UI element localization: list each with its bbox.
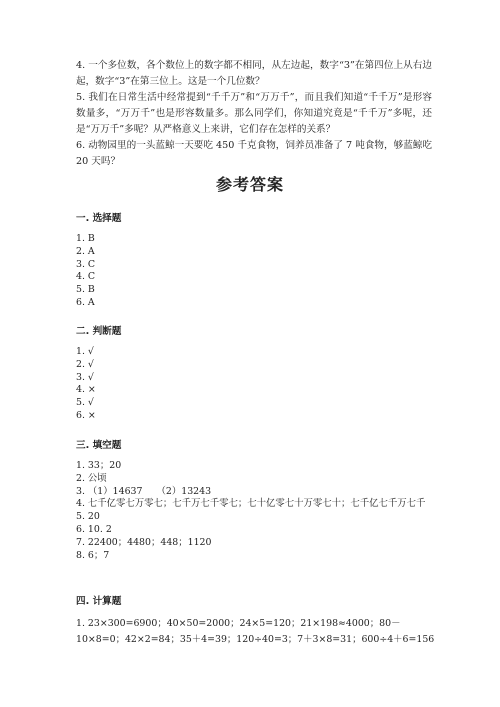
question-5: 5. 我们在日常生活中经常提到“千千万”和“万万千”，而且我们知道“千千万”是形容数量多，“万万千”也是形容数量多。那么同学们，你知道究竟是“千千万”多呢，还是“万万千”多呢？从严格意义上来讲，它们存在怎样的关系？ (76, 92, 432, 135)
answer-item: 3. √ (76, 371, 94, 383)
answer-item: 1. 23×300=6900；40×50=2000；24×5=120；21×198≈4000；80－10×8=0；42×2=84；35＋4=39；120÷40=3；7＋3×8=31；600÷4＋6=156 (76, 618, 435, 645)
question-4: 4. 一个多位数，各个数位上的数字都不相同，从左边起，数字“3”在第四位上从右边起，数字“3”在第三位上。这是一个几位数？ (76, 60, 432, 87)
answer-item: 8. 6；7 (76, 549, 110, 561)
answer-item: 1. B (76, 233, 95, 244)
answer-item: 1. √ (76, 346, 94, 357)
answer-item: 6. A (76, 296, 95, 308)
answer-item: 5. √ (76, 397, 94, 409)
section-heading-calculation: 四. 计算题 (76, 596, 122, 607)
answer-item: 6. 10. 2 (76, 523, 112, 535)
answer-item: 7. 22400；4480；448；1120 (76, 536, 212, 548)
answer-item: 2. A (76, 245, 95, 257)
fill-answers (76, 460, 436, 562)
answer-item: 4. C (76, 271, 96, 283)
answer-item: 2. 公顷 (76, 472, 107, 484)
calculation-answers (76, 616, 436, 648)
section-heading-fill: 三. 填空题 (76, 440, 122, 451)
answer-item: 4. × (76, 384, 96, 396)
answer-item: 6. × (76, 409, 96, 421)
answer-item: 2. √ (76, 358, 94, 370)
section-heading-judgment: 二. 判断题 (76, 326, 122, 337)
question-6: 6. 动物园里的一头蓝鲸一天要吃 450 千克食物，饲养员准备了 7 吨食物，够蓝鲸吃 20 天吗？ (76, 140, 432, 167)
answer-title: 参考答案 (215, 175, 284, 194)
section-heading-choice: 一. 选择题 (76, 213, 122, 224)
answer-item: 1. 33；20 (76, 460, 122, 471)
answer-item: 4. 七千亿零七万零七；七千万七千零七；七十亿零七十万零七十；七千亿七千万七千 (76, 498, 426, 510)
answer-item: 3. （1）14637 （2）13243 (76, 485, 212, 497)
judgment-answers (76, 346, 436, 423)
choice-answers (76, 233, 436, 310)
answer-item: 5. 20 (76, 511, 100, 523)
answer-item: 5. B (76, 284, 95, 296)
answer-item: 3. C (76, 258, 96, 270)
